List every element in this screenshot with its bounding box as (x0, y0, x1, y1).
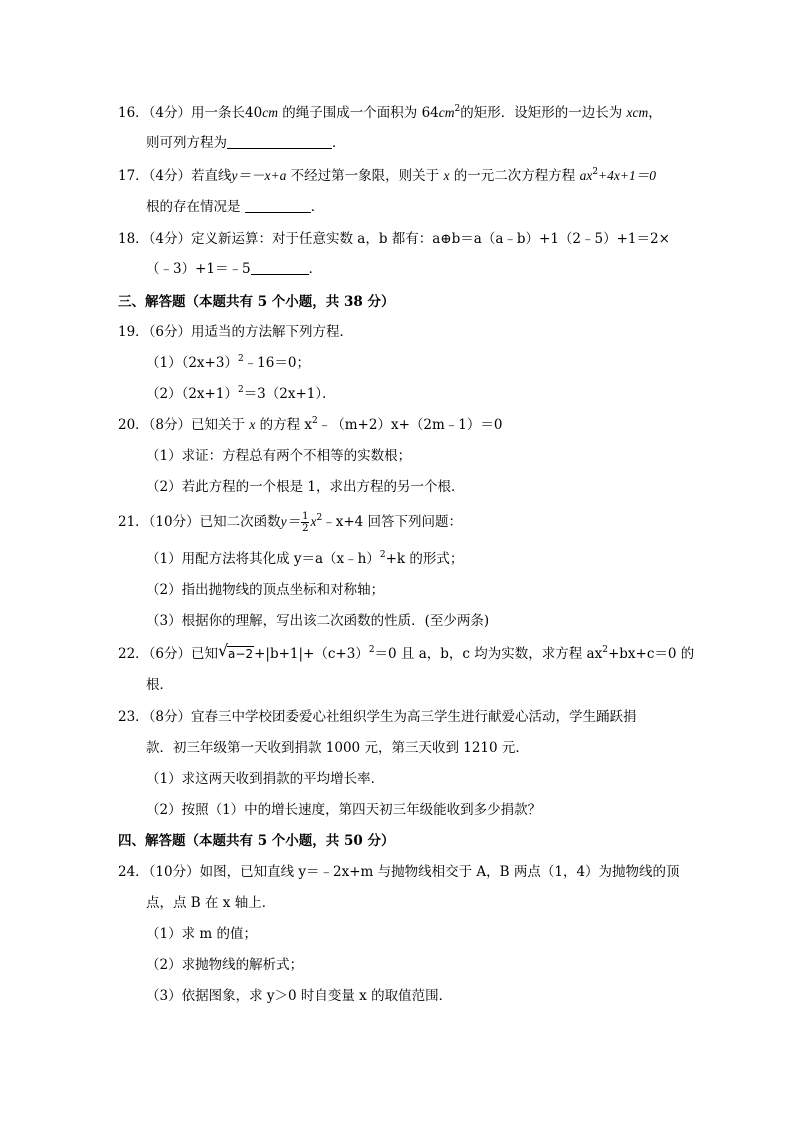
q21-p1-a: （1）用配方法将其化成 y＝a（x﹣h） (146, 551, 380, 567)
q21-exponent: 2 (316, 513, 323, 523)
q18-text: 18．（4分）定义新运算：对于任意实数 a，b 都有：a⊕b＝a（a﹣b）+1（2﹣5）+1＝2× (118, 231, 670, 247)
q17-head: 17．（4分）若直线 (118, 168, 232, 184)
q18-end: ． (308, 261, 323, 277)
q17-mid: 不经过第一象限，则关于 (286, 168, 444, 184)
question-24-line-2: 点，点 B 在 x 轴上． (146, 895, 276, 911)
question-17-line-2 (146, 197, 674, 217)
question-19-part-1 (146, 353, 674, 373)
q16-comma: ， (648, 105, 662, 121)
q17-quad-a: ax (579, 168, 593, 183)
q19-p2-a: （2）（2x+1） (146, 386, 238, 402)
q17-variable: x (443, 168, 450, 183)
q16-head: 16．（4分）用一条长 (118, 105, 246, 121)
question-17-line-1 (118, 166, 674, 186)
answer-blank-17[interactable] (245, 198, 311, 213)
q16-unit-3: cm (632, 105, 649, 120)
q17-exponent: 2 (592, 167, 599, 177)
question-18-line-2 (146, 259, 674, 279)
question-21-part-3: （3）根据你的理解，写出该二次函数的性质．(至少两条) (146, 613, 490, 629)
q21-p1-b: +k 的形式； (385, 551, 464, 567)
question-18-line-1 (118, 229, 674, 249)
q22-sqrt (218, 641, 254, 664)
q20-exponent: 2 (312, 416, 318, 426)
radical-sign-icon: √ (218, 641, 229, 660)
question-20-part-1: （1）求证：方程总有两个不相等的实数根； (146, 448, 412, 464)
q21-y: y＝ (280, 514, 301, 529)
q17-end: ． (310, 199, 325, 215)
section-3-heading: 三、解答题（本题共有 5 个小题，共 38 分） (118, 294, 395, 310)
question-23-part-2: （2）按照（1）中的增长速度，第四天初三年级能收到多少捐款？ (146, 802, 542, 818)
q21-x: x (310, 514, 317, 529)
q21-rest: ﹣x+4 回答下列问题： (322, 514, 463, 530)
question-24-line-1: 24．（10分）如图，已知直线 y＝﹣2x+m 与抛物线相交于 A，B 两点（1，4）为抛物线的顶 (118, 864, 680, 880)
q19-p2-b: ＝3（2x+1）． (243, 386, 336, 402)
q21-exponent-2: 2 (379, 550, 386, 560)
question-21-head (118, 511, 674, 534)
q16-variable: x (626, 105, 633, 120)
question-19-part-2 (146, 384, 674, 404)
q17-quad-b: +4x+1＝0 (598, 168, 657, 183)
question-20-head (118, 415, 674, 435)
q21-head: 21．（10分）已知二次函数 (118, 514, 281, 530)
question-21-part-1 (146, 549, 674, 569)
q20-head: 20．（8分）已知关于 (118, 417, 250, 433)
q19-exponent-1: 2 (237, 354, 244, 364)
q22-exponent: 2 (368, 645, 375, 655)
question-22-line-2: 根． (146, 677, 173, 693)
q19-p1-a: （1）（2x+3） (146, 355, 238, 371)
q19-exponent-2: 2 (237, 385, 244, 395)
q16-prompt: 则可列方程为 (146, 135, 227, 151)
q22-radicand: a−2 (228, 647, 254, 661)
section-4-heading: 四、解答题（本题共有 5 个小题，共 50 分） (118, 833, 395, 849)
question-19-head: 19．（6分）用适当的方法解下列方程． (118, 324, 354, 340)
question-20-part-2: （2）若此方程的一个根是 1，求出方程的另一个根． (146, 479, 465, 495)
q20-variable: x (249, 417, 256, 432)
question-23-line-1: 23．（8分）宜春三中学校团委爱心社组织学生为高三学生进行献爱心活动，学生踊跃捐 (118, 709, 637, 725)
q16-length: 40 (245, 105, 263, 121)
q21-denominator: 2 (302, 523, 309, 534)
q17-prompt: 根的存在情况是 (146, 199, 245, 215)
question-24-part-1: （1）求 m 的值； (146, 926, 257, 942)
q21-numerator: 1 (302, 511, 309, 522)
q16-end: ． (332, 135, 346, 151)
q20-mid: 的方程 x (255, 417, 313, 433)
q21-fraction (301, 511, 309, 534)
q20-rest: ﹣（m+2）x+（2m﹣1）＝0 (317, 417, 503, 433)
q22-head: 22．（6分）已知 (118, 646, 219, 662)
q22-mid: +|b+1|+（c+3） (254, 646, 369, 662)
q16-unit: cm (262, 105, 278, 120)
q16-exponent: 2 (454, 104, 461, 114)
question-24-part-2: （2）求抛物线的解析式； (146, 957, 304, 973)
q16-mid-2: 的矩形．设矩形的一边长为 (460, 105, 627, 121)
q16-area: 64 (421, 105, 439, 121)
question-16-line-2 (146, 133, 674, 153)
q22-exponent-2: 2 (602, 645, 608, 655)
question-16-line-1 (118, 103, 674, 123)
q19-p1-b: ﹣16＝0； (243, 355, 310, 371)
answer-blank-18[interactable] (251, 260, 309, 275)
question-24-part-3: （3）依据图象，求 y＞0 时自变量 x 的取值范围． (146, 988, 453, 1004)
q17-line-equation: y＝－x+a (231, 168, 287, 183)
q17-mid-2: 的一元二次方程方程 (449, 168, 580, 184)
q22-mid-2: ＝0 且 a，b，c 均为实数，求方程 ax (374, 646, 603, 662)
answer-blank-16[interactable] (227, 134, 332, 149)
q16-unit-2: cm (438, 105, 455, 120)
question-23-part-1: （1）求这两天收到捐款的平均增长率． (146, 771, 385, 787)
q18-expression: （﹣3）+1＝﹣5 (146, 261, 251, 277)
question-22-line-1 (118, 641, 695, 664)
q22-rest: +bx+c＝0 的 (607, 646, 695, 662)
question-23-line-2: 款．初三年级第一天收到捐款 1000 元，第三天收到 1210 元． (146, 740, 529, 756)
question-21-part-2: （2）指出抛物线的顶点坐标和对称轴； (146, 582, 385, 598)
q16-mid: 的绳子围成一个面积为 (277, 105, 422, 121)
